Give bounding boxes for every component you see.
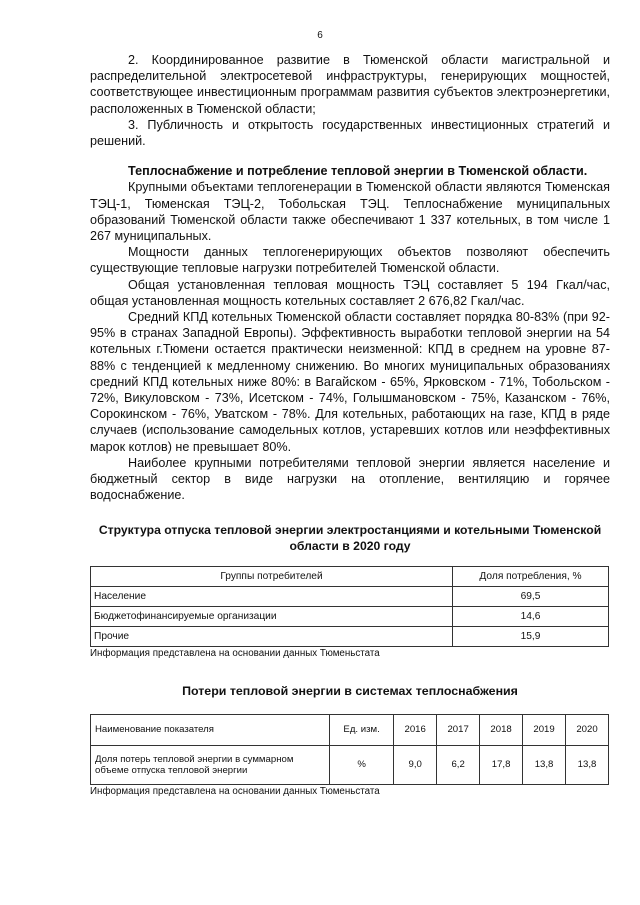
table-header-cell: 2018: [480, 714, 523, 745]
table2-source-note: Информация представлена на основании данных Тюменьстата: [90, 785, 380, 797]
page-number: 6: [317, 30, 323, 41]
table-cell: Бюджетофинансируемые организации: [91, 607, 453, 627]
section-heading: Теплоснабжение и потребление тепловой энергии в Тюменской области.: [128, 164, 588, 179]
table-row: [91, 587, 609, 607]
table-cell: 17,8: [480, 745, 523, 784]
table-row: [91, 607, 609, 627]
table-cell: Население: [91, 587, 453, 607]
table2-title: Потери тепловой энергии в системах теплоснабжения: [182, 684, 518, 699]
paragraph: 3. Публичность и открытость государственных инвестиционных стратегий и решений.: [90, 117, 610, 149]
document-body: [90, 52, 610, 798]
table-header-cell: 2017: [437, 714, 480, 745]
table-header-cell: 2016: [394, 714, 437, 745]
table-cell: %: [330, 745, 394, 784]
table-cell: 69,5: [453, 587, 609, 607]
consumer-structure-table: [90, 566, 609, 647]
table-cell: 6,2: [437, 745, 480, 784]
table-header-cell: Наименование показателя: [91, 714, 330, 745]
paragraph: Средний КПД котельных Тюменской области составляет порядка 80-83% (при 92-95% в странах Западной Европы). Эффективность выработки тепловой энергии на 54 котельных г.Тюмени остается практически неизменной: КПД в среднем на уровне 87-88% с тенденцией к медленному снижению. Во многих муниципальных образованиях средний КПД котельных ниже 80%: в Вагайском - 65%, Ярковском - 71%, Тобольском - 72%, Викуловском - 73%, Исетском - 74%, Голышмановском - 75%, Казанском - 76%, Сорокинском - 76%, Уватском - 78%. Для котельных, работающих на газе, КПД в ряде случаев (использование самодельных котлов, устаревших котлов или неэффективных марок котлов) не превышает 80%.: [90, 310, 610, 454]
table-header-cell: 2019: [523, 714, 566, 745]
table-cell: Прочие: [91, 627, 453, 647]
table-cell: 15,9: [453, 627, 609, 647]
paragraph: Крупными объектами теплогенерации в Тюменской области являются Тюменская ТЭЦ-1, Тюменская ТЭЦ-2, Тобольская ТЭЦ. Теплоснабжение муниципальных образований Тюменской области также обеспечивают 1 337 котельных, в том числе 1 267 муниципальных.: [90, 180, 610, 244]
table-row: [91, 745, 609, 784]
table-cell: 13,8: [566, 745, 609, 784]
paragraph: 2. Координированное развитие в Тюменской области магистральной и распределительной электросетевой инфраструктуры, генерирующих мощностей, соответствующее инвестиционным программам развития субъектов электроэнергетики, расположенных в Тюменской области;: [90, 53, 610, 116]
table-cell: 14,6: [453, 607, 609, 627]
table-header-cell: Доля потребления, %: [453, 567, 609, 587]
table-cell: 13,8: [523, 745, 566, 784]
table1-title: Структура отпуска тепловой энергии электростанциями и котельными Тюменской области в 2020 году: [98, 523, 602, 553]
paragraph: Мощности данных теплогенерирующих объектов позволяют обеспечить существующие тепловые нагрузки потребителей Тюменской области.: [90, 245, 610, 276]
table-cell: Доля потерь тепловой энергии в суммарном объеме отпуска тепловой энергии: [91, 745, 330, 784]
table1-source-note: Информация представлена на основании данных Тюменьстата: [90, 648, 380, 660]
table-header-cell: Группы потребителей: [91, 567, 453, 587]
table-header-cell: 2020: [566, 714, 609, 745]
table-row: [91, 627, 609, 647]
table-cell: 9,0: [394, 745, 437, 784]
paragraph: Наиболее крупными потребителями тепловой энергии является население и бюджетный сектор в виде нагрузки на отопление, вентиляцию и горячее водоснабжение.: [90, 455, 610, 503]
paragraph: Общая установленная тепловая мощность ТЭЦ составляет 5 194 Гкал/час, общая установленная мощность котельных составляет 2 676,82 Гкал/час.: [90, 277, 610, 308]
table-header-cell: Ед. изм.: [330, 714, 394, 745]
heat-losses-table: [90, 714, 609, 785]
